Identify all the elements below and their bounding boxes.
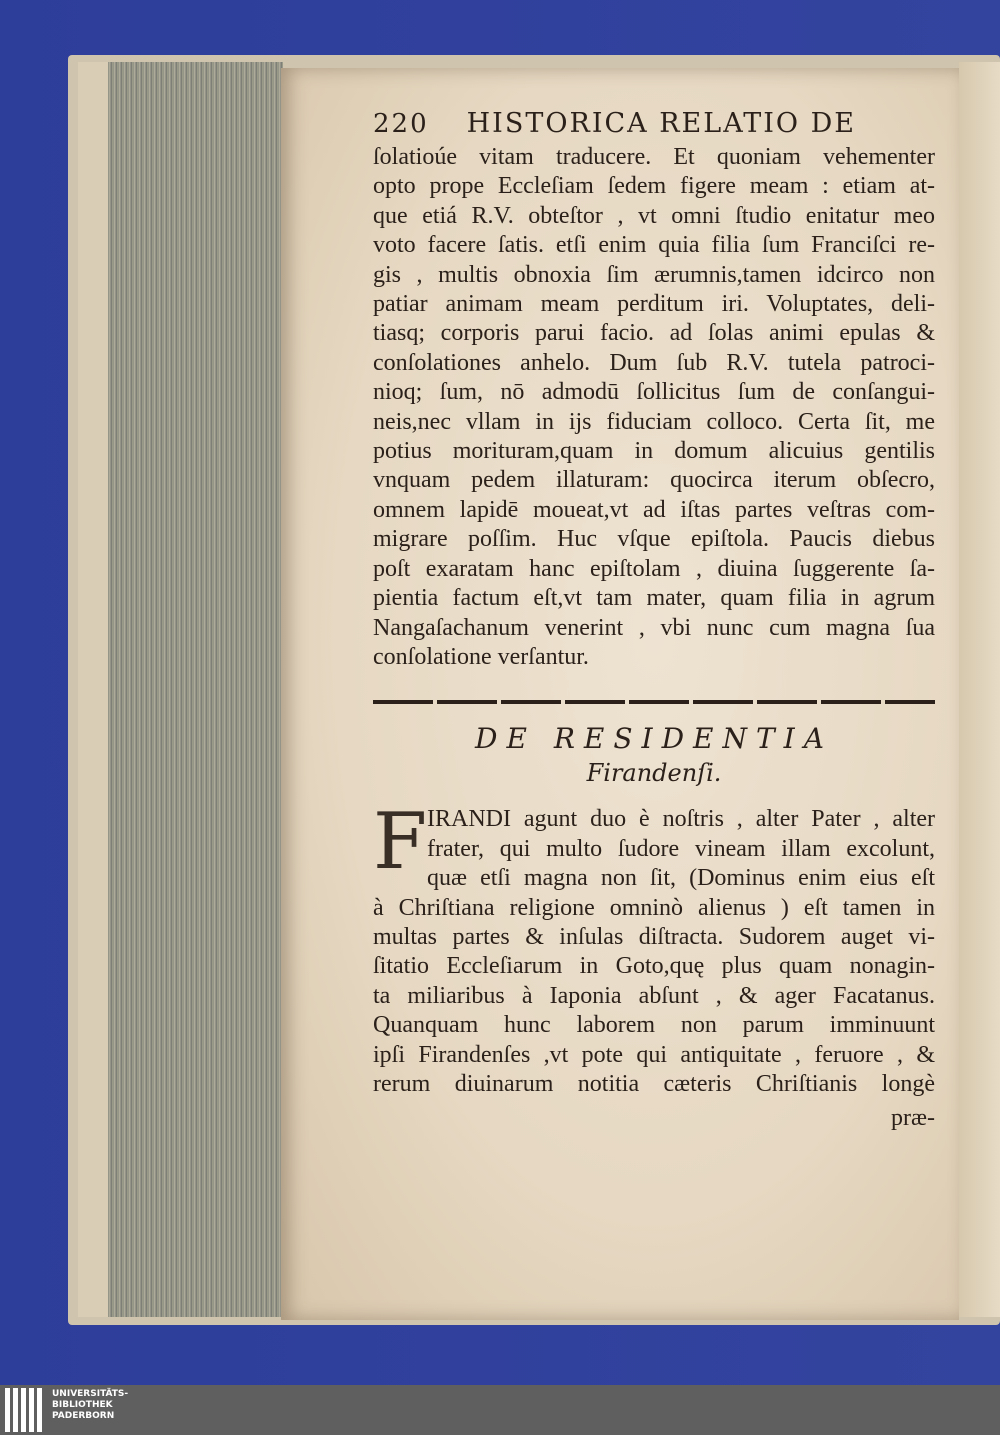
catchword: præ- xyxy=(891,1105,935,1132)
page-text-block xyxy=(373,108,935,1132)
text-line: omnem lapidē moueat,vt ad iſtas partes veſtras com- xyxy=(373,496,935,523)
text-line: voto facere ſatis. etſi enim quia filia ſum Franciſci re- xyxy=(373,232,935,259)
text-line: ta miliaribus à Iaponia abſunt , & ager Facatanus. xyxy=(373,982,935,1009)
text-line: IRANDI agunt duo è noſtris , alter Pater , alter xyxy=(427,806,935,833)
text-line: potius morituram,quam in domum alicuius gentilis xyxy=(373,438,935,465)
text-line: nioq; ſum, nō admodū ſollicitus ſum de conſangui- xyxy=(373,379,935,406)
text-line: migrare poſſim. Huc vſque epiſtola. Paucis diebus xyxy=(373,526,935,553)
logo-line: BIBLIOTHEK xyxy=(52,1400,113,1410)
text-line: rerum diuinarum notitia cæteris Chriſtianis longè xyxy=(373,1070,935,1097)
text-line: multas partes & inſulas diſtracta. Sudorem auget vi- xyxy=(373,923,935,950)
text-line: opto prope Eccleſiam ſedem figere meam : etiam at- xyxy=(373,173,935,200)
section-title: DE RESIDENTIA xyxy=(475,722,833,756)
paragraph-letter xyxy=(373,143,935,672)
logo-line: UNIVERSITÄTS- xyxy=(52,1389,129,1399)
text-line: frater, qui multo ſudore vineam illam excolunt, xyxy=(427,835,935,862)
text-line: ipſi Firandenſes ,vt pote qui antiquitate , feruore , & xyxy=(373,1041,935,1068)
text-line: patiar animam meam perditum iri. Voluptates, deli- xyxy=(373,291,935,318)
text-line: tiasq; corporis parui facio. ad ſolas animi epulas & xyxy=(373,320,935,347)
text-line: neis,nec vllam in ijs fiduciam colloco. Certa ſit, me xyxy=(373,408,935,435)
text-line: à Chriſtiana religione omninò alienus ) eſt tamen in xyxy=(373,894,935,921)
section-divider-rule xyxy=(373,700,935,704)
paragraph-residentia xyxy=(373,797,935,1099)
section-subtitle: Firandenſi. xyxy=(586,759,722,788)
text-line: ſitatio Eccleſiarum in Goto,quę plus quam nonagin- xyxy=(373,953,935,980)
text-line: ſolatioúe vitam traducere. Et quoniam vehementer xyxy=(373,144,935,170)
text-line: Nangaſachanum venerint , vbi nunc cum magna ſua xyxy=(373,614,935,641)
book-page-edges xyxy=(78,62,283,1317)
text-line: vnquam pedem illaturam: quocirca iterum obſecro, xyxy=(373,467,935,494)
text-line: poſt exaratam hanc epiſtolam , diuina ſuggerente ſa- xyxy=(373,555,935,582)
text-line: quæ etſi magna non ſit, (Dominus enim eius eſt xyxy=(427,865,935,892)
running-header xyxy=(373,108,935,139)
running-title: HISTORICA RELATIO DE xyxy=(466,108,856,139)
text-line: que etiá R.V. obteſtor , vt omni ſtudio enitatur meo xyxy=(373,202,935,229)
text-line: gis , multis obnoxia ſim ærumnis,tamen idcirco non xyxy=(373,261,935,288)
drop-cap-initial: F xyxy=(373,797,428,888)
text-line: pientia factum eſt,vt tam mater, quam filia in agrum xyxy=(373,585,935,612)
text-line: Quanquam hunc laborem non parum imminuunt xyxy=(373,1012,935,1039)
facing-page-edge xyxy=(959,62,1000,1317)
library-logo-icon xyxy=(5,1388,45,1432)
library-logo-text xyxy=(52,1389,128,1422)
page-number: 220 xyxy=(373,109,429,139)
text-line: conſolationes anhelo. Dum ſub R.V. tutela patroci- xyxy=(373,349,935,376)
footer-bar xyxy=(0,1385,1000,1435)
text-line: conſolatione verſantur. xyxy=(373,643,589,670)
logo-line: PADERBORN xyxy=(52,1411,115,1421)
